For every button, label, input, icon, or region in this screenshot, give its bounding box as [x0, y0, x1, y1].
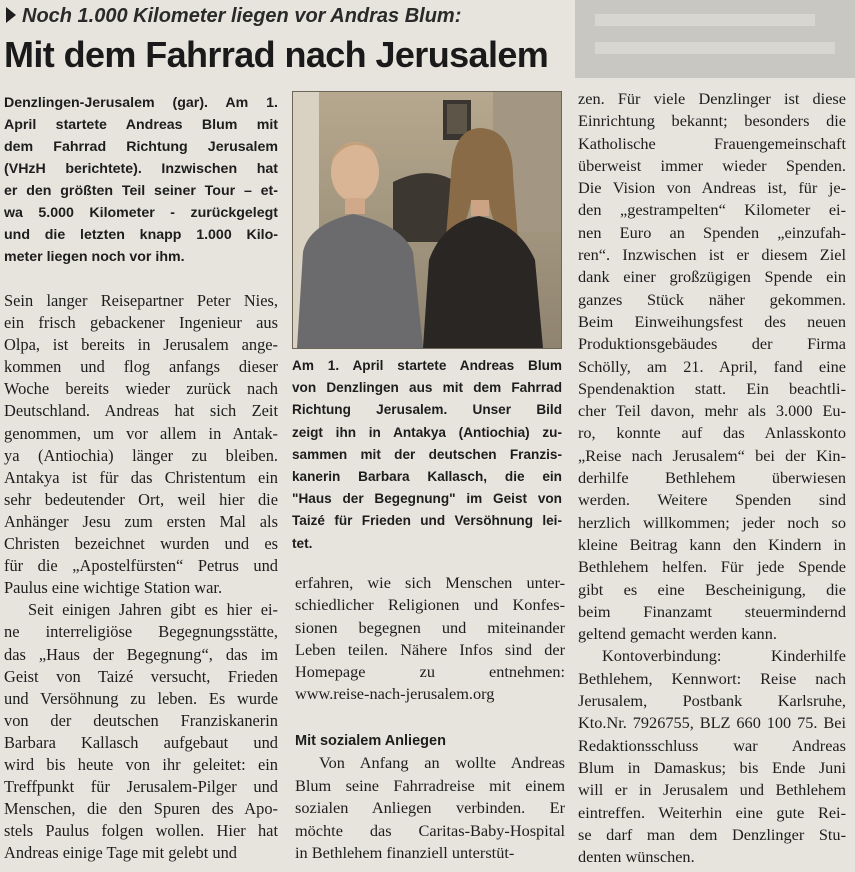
text-line: herzlich willkommen; jeder noch so: [578, 512, 846, 532]
text-line: denten wünschen.: [578, 847, 695, 867]
text-line: werden. Weitere Spenden sind: [578, 490, 846, 510]
text-line: Paulus eine wichtige Station war.: [4, 578, 223, 598]
text-line: Von Anfang an wollte Andreas: [319, 753, 565, 772]
text-line: Woche bereits wieder zurück nach: [4, 379, 278, 399]
text-line: Bethlehem, Kennwort: Reise nach: [578, 668, 846, 688]
text-line: den „gestrampelten“ Kilometer ei-: [578, 200, 846, 220]
text-line: Bethlehem helfen. Für jede Spende: [578, 557, 846, 577]
text-line: von der deutschen Franziskanerin: [4, 710, 278, 730]
text-line: dem Fahrrad Richtung Jerusalem: [4, 139, 278, 155]
text-line: derhilfe Bethlehem überwiesen: [578, 468, 846, 488]
text-line: und die letzten knapp 1.000 Kilo-: [4, 227, 278, 243]
text-line: (VHzH berichtete). Inzwischen hat: [4, 161, 278, 177]
text-line: Geist von Taizé versucht, Frieden: [4, 666, 278, 686]
text-line: Schölly, am 21. April, fand eine: [578, 356, 846, 376]
section-subheading: Mit sozialem Anliegen: [295, 733, 446, 749]
text-line: sammen mit der deutschen Franzis-: [292, 446, 562, 462]
text-line: „Reise nach Jerusalem“ bei der Kin-: [578, 445, 846, 465]
photo-illustration: [293, 92, 561, 348]
text-line: Deutschland. Andreas hat sich Zeit: [4, 401, 278, 421]
text-line: überweist immer wieder Spenden.: [578, 155, 846, 175]
text-line: Richtung Jerusalem. Unser Bild: [292, 402, 562, 418]
text-line: meter liegen noch vor ihm.: [4, 249, 185, 265]
text-line: genommen, um vor allem in Antak-: [4, 423, 278, 443]
text-line: Einrichtung bekannt; besonders die: [578, 111, 846, 131]
kicker-text: Noch 1.000 Kilometer liegen vor Andras Blum:: [22, 5, 462, 27]
text-line: se darf man dem Denzlinger Stu-: [578, 824, 846, 844]
text-line: das „Haus der Begegnung“, das im: [4, 644, 278, 664]
text-line: ein frisch gebackener Ingenieur aus: [4, 313, 278, 333]
text-line: Kto.Nr. 7926755, BLZ 660 100 75. Bei: [578, 713, 846, 733]
triangle-bullet-icon: [6, 7, 16, 23]
text-line: April startete Andreas Blum mit: [4, 117, 278, 133]
text-line: Katholische Frauengemeinschaft: [578, 133, 846, 153]
text-line: www.reise-nach-jerusalem.org: [295, 684, 495, 704]
text-line: er den größten Teil seiner Tour – et-: [4, 183, 278, 199]
text-line: Olpa, ist bereits in Jerusalem ange-: [4, 335, 278, 355]
text-line: Jerusalem, Postbank Karlsruhe,: [578, 691, 846, 711]
text-line: kleine Beitrag kann den Kindern in: [578, 534, 846, 554]
lead-paragraph: [4, 92, 278, 268]
text-line: kanerin Barbara Kallasch, die ein: [292, 468, 562, 484]
text-line: Blum seine Fahrradreise mit einem: [295, 775, 565, 795]
text-line: sehr bedeutender Ort, weil hier die: [4, 489, 278, 509]
body-column-middle: [295, 572, 565, 706]
adjacent-ad-box: [575, 0, 855, 78]
text-line: möchte das Caritas-Baby-Hospital: [295, 820, 565, 840]
text-line: erfahren, wie sich Menschen unter-: [295, 573, 565, 592]
text-line: Denzlingen-Jerusalem (gar). Am 1.: [4, 95, 278, 111]
text-line: nen Euro an Spenden „einzufah-: [578, 222, 846, 242]
text-line: Leben teilen. Nähere Infos sind der: [295, 639, 565, 659]
text-line: ya (Antiochia) länger zu bleiben.: [4, 445, 278, 465]
text-line: Redaktionsschluss war Andreas: [578, 735, 846, 755]
text-line: stels Paulus folgen wollen. Hier hat: [4, 821, 278, 841]
text-line: Am 1. April startete Andreas Blum: [292, 358, 562, 373]
text-line: Anhänger Jesu zum ersten Mal als: [4, 511, 278, 531]
text-line: ren“. Inzwischen ist er diesem Ziel: [578, 245, 846, 265]
text-line: "Haus der Begegnung" im Geist von: [292, 491, 562, 507]
text-line: sionen begegnen und miteinander: [295, 617, 565, 637]
text-line: Treffpunkt für Jerusalem-Pilger und: [4, 777, 278, 797]
text-line: beim Finanzamt steuermindernd: [578, 601, 846, 621]
text-line: tet.: [292, 535, 313, 551]
text-line: geltend gemacht werden kann.: [578, 624, 777, 644]
body-column-right: [578, 88, 846, 868]
text-line: eintreffen. Weiterhin eine gute Rei-: [578, 802, 846, 822]
text-line: ganzes Stück näher gekommen.: [578, 289, 846, 309]
text-line: ro, konnte auf das Anlasskonto: [578, 423, 846, 443]
body-column-middle-continued: [295, 752, 565, 865]
text-line: schiedlicher Religionen und Konfes-: [295, 595, 565, 615]
text-line: Menschen, die den Spuren des Apo-: [4, 799, 278, 819]
article-photo: [292, 91, 562, 349]
text-line: zeigt ihn in Antakya (Antiochia) zu-: [292, 424, 562, 440]
text-line: Spendenaktion statt. Ein beachtli-: [578, 378, 846, 398]
text-line: und Versöhnung zu leben. Es wurde: [4, 688, 278, 708]
text-line: wird bis heute von ihr geleitet: ein: [4, 754, 278, 774]
text-line: in Bethlehem finanziell unterstüt-: [295, 843, 515, 862]
faded-text-band: [595, 14, 815, 26]
text-line: Die Vision von Andreas ist, für je-: [578, 178, 846, 198]
text-line: ne interreligiöse Begegnungsstätte,: [4, 622, 278, 642]
photo-caption: [292, 355, 562, 555]
text-line: dank einer großzügigen Spende ein: [578, 267, 846, 287]
text-line: Seit einigen Jahren gibt es hier ei-: [28, 600, 278, 620]
text-line: für die „Apostelfürsten“ Petrus und: [4, 556, 278, 576]
text-line: Produktionsgebäudes der Firma: [578, 334, 846, 354]
text-line: Barbara Kallasch aufgebaut und: [4, 732, 278, 752]
text-line: Taizé für Frieden und Versöhnung lei-: [292, 513, 562, 529]
body-column-left: [4, 290, 278, 864]
text-line: zen. Für viele Denzlinger ist diese: [578, 89, 846, 108]
article-kicker: [6, 3, 566, 29]
text-line: Kontoverbindung: Kinderhilfe: [602, 646, 846, 666]
text-line: gibt es eine Bescheinigung, die: [578, 579, 846, 599]
article-headline: Mit dem Fahrrad nach Jerusalem: [4, 34, 549, 75]
text-line: wa 5.000 Kilometer - zurückgelegt: [4, 205, 278, 221]
text-line: Sein langer Reisepartner Peter Nies,: [4, 291, 278, 310]
text-line: cher Teil davon, mehr als 3.000 Eu-: [578, 401, 846, 421]
text-line: Antakya ist für das Christentum ein: [4, 467, 278, 487]
text-line: sozialen Anliegen verbinden. Er: [295, 798, 565, 817]
text-line: will er in Jerusalem und Bethlehem: [578, 780, 846, 800]
text-line: von Denzlingen aus mit dem Fahrrad: [292, 380, 562, 396]
faded-text-band: [595, 42, 835, 54]
text-line: Homepage zu entnehmen:: [295, 662, 565, 682]
text-line: Beim Einweihungsfest des neuen: [578, 311, 846, 331]
text-line: Christen bezeichnet wurden und es: [4, 534, 278, 554]
text-line: kommen und flog anfangs dieser: [4, 357, 278, 377]
text-line: Andreas einige Tage mit gelebt und: [4, 843, 237, 863]
text-line: Blum in Damaskus; bis Ende Juni: [578, 757, 846, 777]
